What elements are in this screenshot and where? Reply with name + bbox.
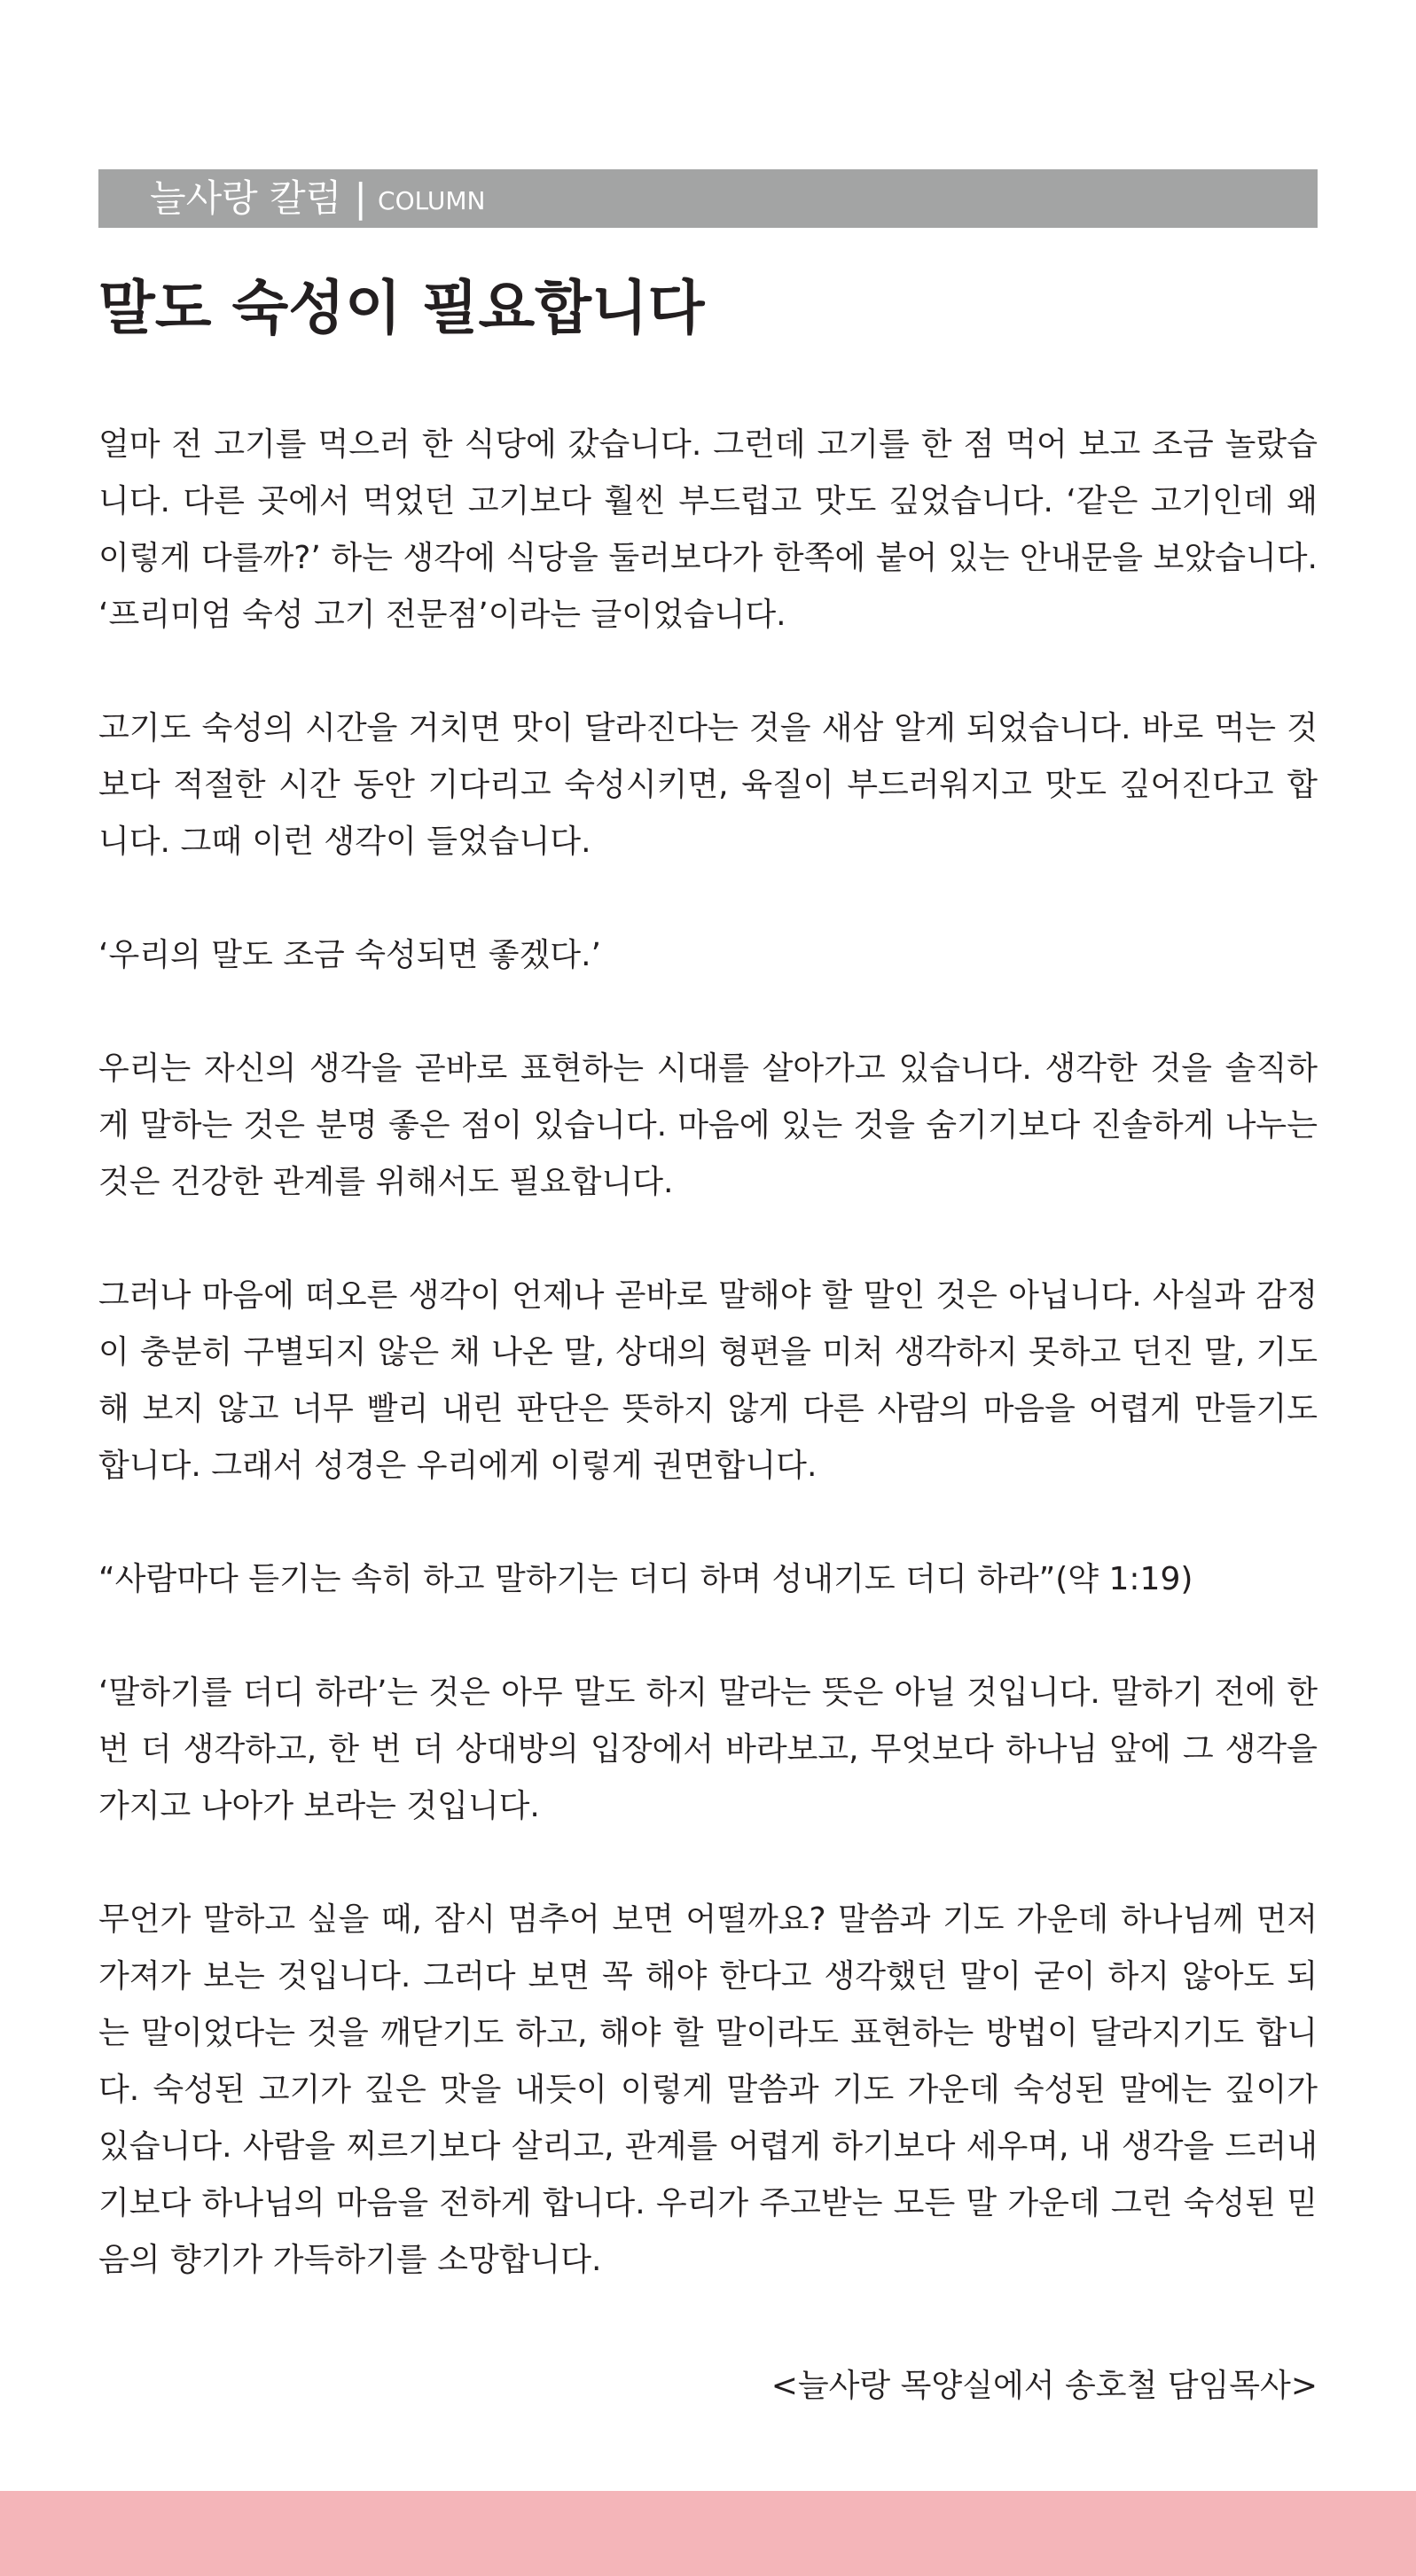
article-title: 말도 숙성이 필요합니다 xyxy=(98,274,705,342)
footer-band xyxy=(0,2491,1416,2576)
column-header-separator: | xyxy=(354,176,368,221)
article-signature: <늘사랑 목양실에서 송호철 담임목사> xyxy=(771,2368,1318,2404)
column-header-bar xyxy=(98,169,1318,228)
article-paragraph-5: 그러나 마음에 떠오른 생각이 언제나 곧바로 말해야 할 말인 것은 아닙니다. 사실과 감정이 충분히 구별되지 않은 채 나온 말, 상대의 형편을 미처 생각하지 못하고 던진 말, 기도해 보지 않고 너무 빨리 내린 판단은 뜻하지 않게 다른 사람의 마음을 어렵게 만들기도 합니다. 그래서 성경은 우리에게 이렇게 권면합니다. xyxy=(98,1277,1318,1484)
column-header-title: 늘사랑 칼럼 xyxy=(150,176,342,220)
article-body xyxy=(98,417,1318,2346)
article-paragraph-2: 고기도 숙성의 시간을 거치면 맛이 달라진다는 것을 새삼 알게 되었습니다. 바로 먹는 것보다 적절한 시간 동안 기다리고 숙성시키면, 육질이 부드러워지고 맛도 깊어진다고 합니다. 그때 이런 생각이 들었습니다. xyxy=(98,710,1318,860)
article-scripture-quote: “사람마다 듣기는 속히 하고 말하기는 더디 하며 성내기도 더디 하라”(약 1:19) xyxy=(98,1561,1193,1597)
column-header-subtitle: COLUMN xyxy=(378,186,486,215)
article-paragraph-4: 우리는 자신의 생각을 곧바로 표현하는 시대를 살아가고 있습니다. 생각한 것을 솔직하게 말하는 것은 분명 좋은 점이 있습니다. 마음에 있는 것을 숨기기보다 진솔하게 나누는 것은 건강한 관계를 위해서도 필요합니다. xyxy=(98,1050,1318,1200)
article-paragraph-7: ‘말하기를 더디 하라’는 것은 아무 말도 하지 말라는 뜻은 아닐 것입니다. 말하기 전에 한 번 더 생각하고, 한 번 더 상대방의 입장에서 바라보고, 무엇보다 하나님 앞에 그 생각을 가지고 나아가 보라는 것입니다. xyxy=(98,1674,1318,1824)
article-paragraph-3: ‘우리의 말도 조금 숙성되면 좋겠다.’ xyxy=(98,937,601,973)
article-paragraph-1: 얼마 전 고기를 먹으러 한 식당에 갔습니다. 그런데 고기를 한 점 먹어 보고 조금 놀랐습니다. 다른 곳에서 먹었던 고기보다 훨씬 부드럽고 맛도 깊었습니다. ‘같은 고기인데 왜 이렇게 다를까?’ 하는 생각에 식당을 둘러보다가 한쪽에 붙어 있는 안내문을 보았습니다. ‘프리미엄 숙성 고기 전문점’이라는 글이었습니다. xyxy=(98,426,1318,633)
article-paragraph-8: 무언가 말하고 싶을 때, 잠시 멈추어 보면 어떨까요? 말씀과 기도 가운데 하나님께 먼저 가져가 보는 것입니다. 그러다 보면 꼭 해야 한다고 생각했던 말이 굳이 하지 않아도 되는 말이었다는 것을 깨닫기도 하고, 해야 할 말이라도 표현하는 방법이 달라지기도 합니다. 숙성된 고기가 깊은 맛을 내듯이 이렇게 말씀과 기도 가운데 숙성된 말에는 깊이가 있습니다. 사람을 찌르기보다 살리고, 관계를 어렵게 하기보다 세우며, 내 생각을 드러내기보다 하나님의 마음을 전하게 합니다. 우리가 주고받는 모든 말 가운데 그런 숙성된 믿음의 향기가 가득하기를 소망합니다. xyxy=(98,1901,1318,2278)
